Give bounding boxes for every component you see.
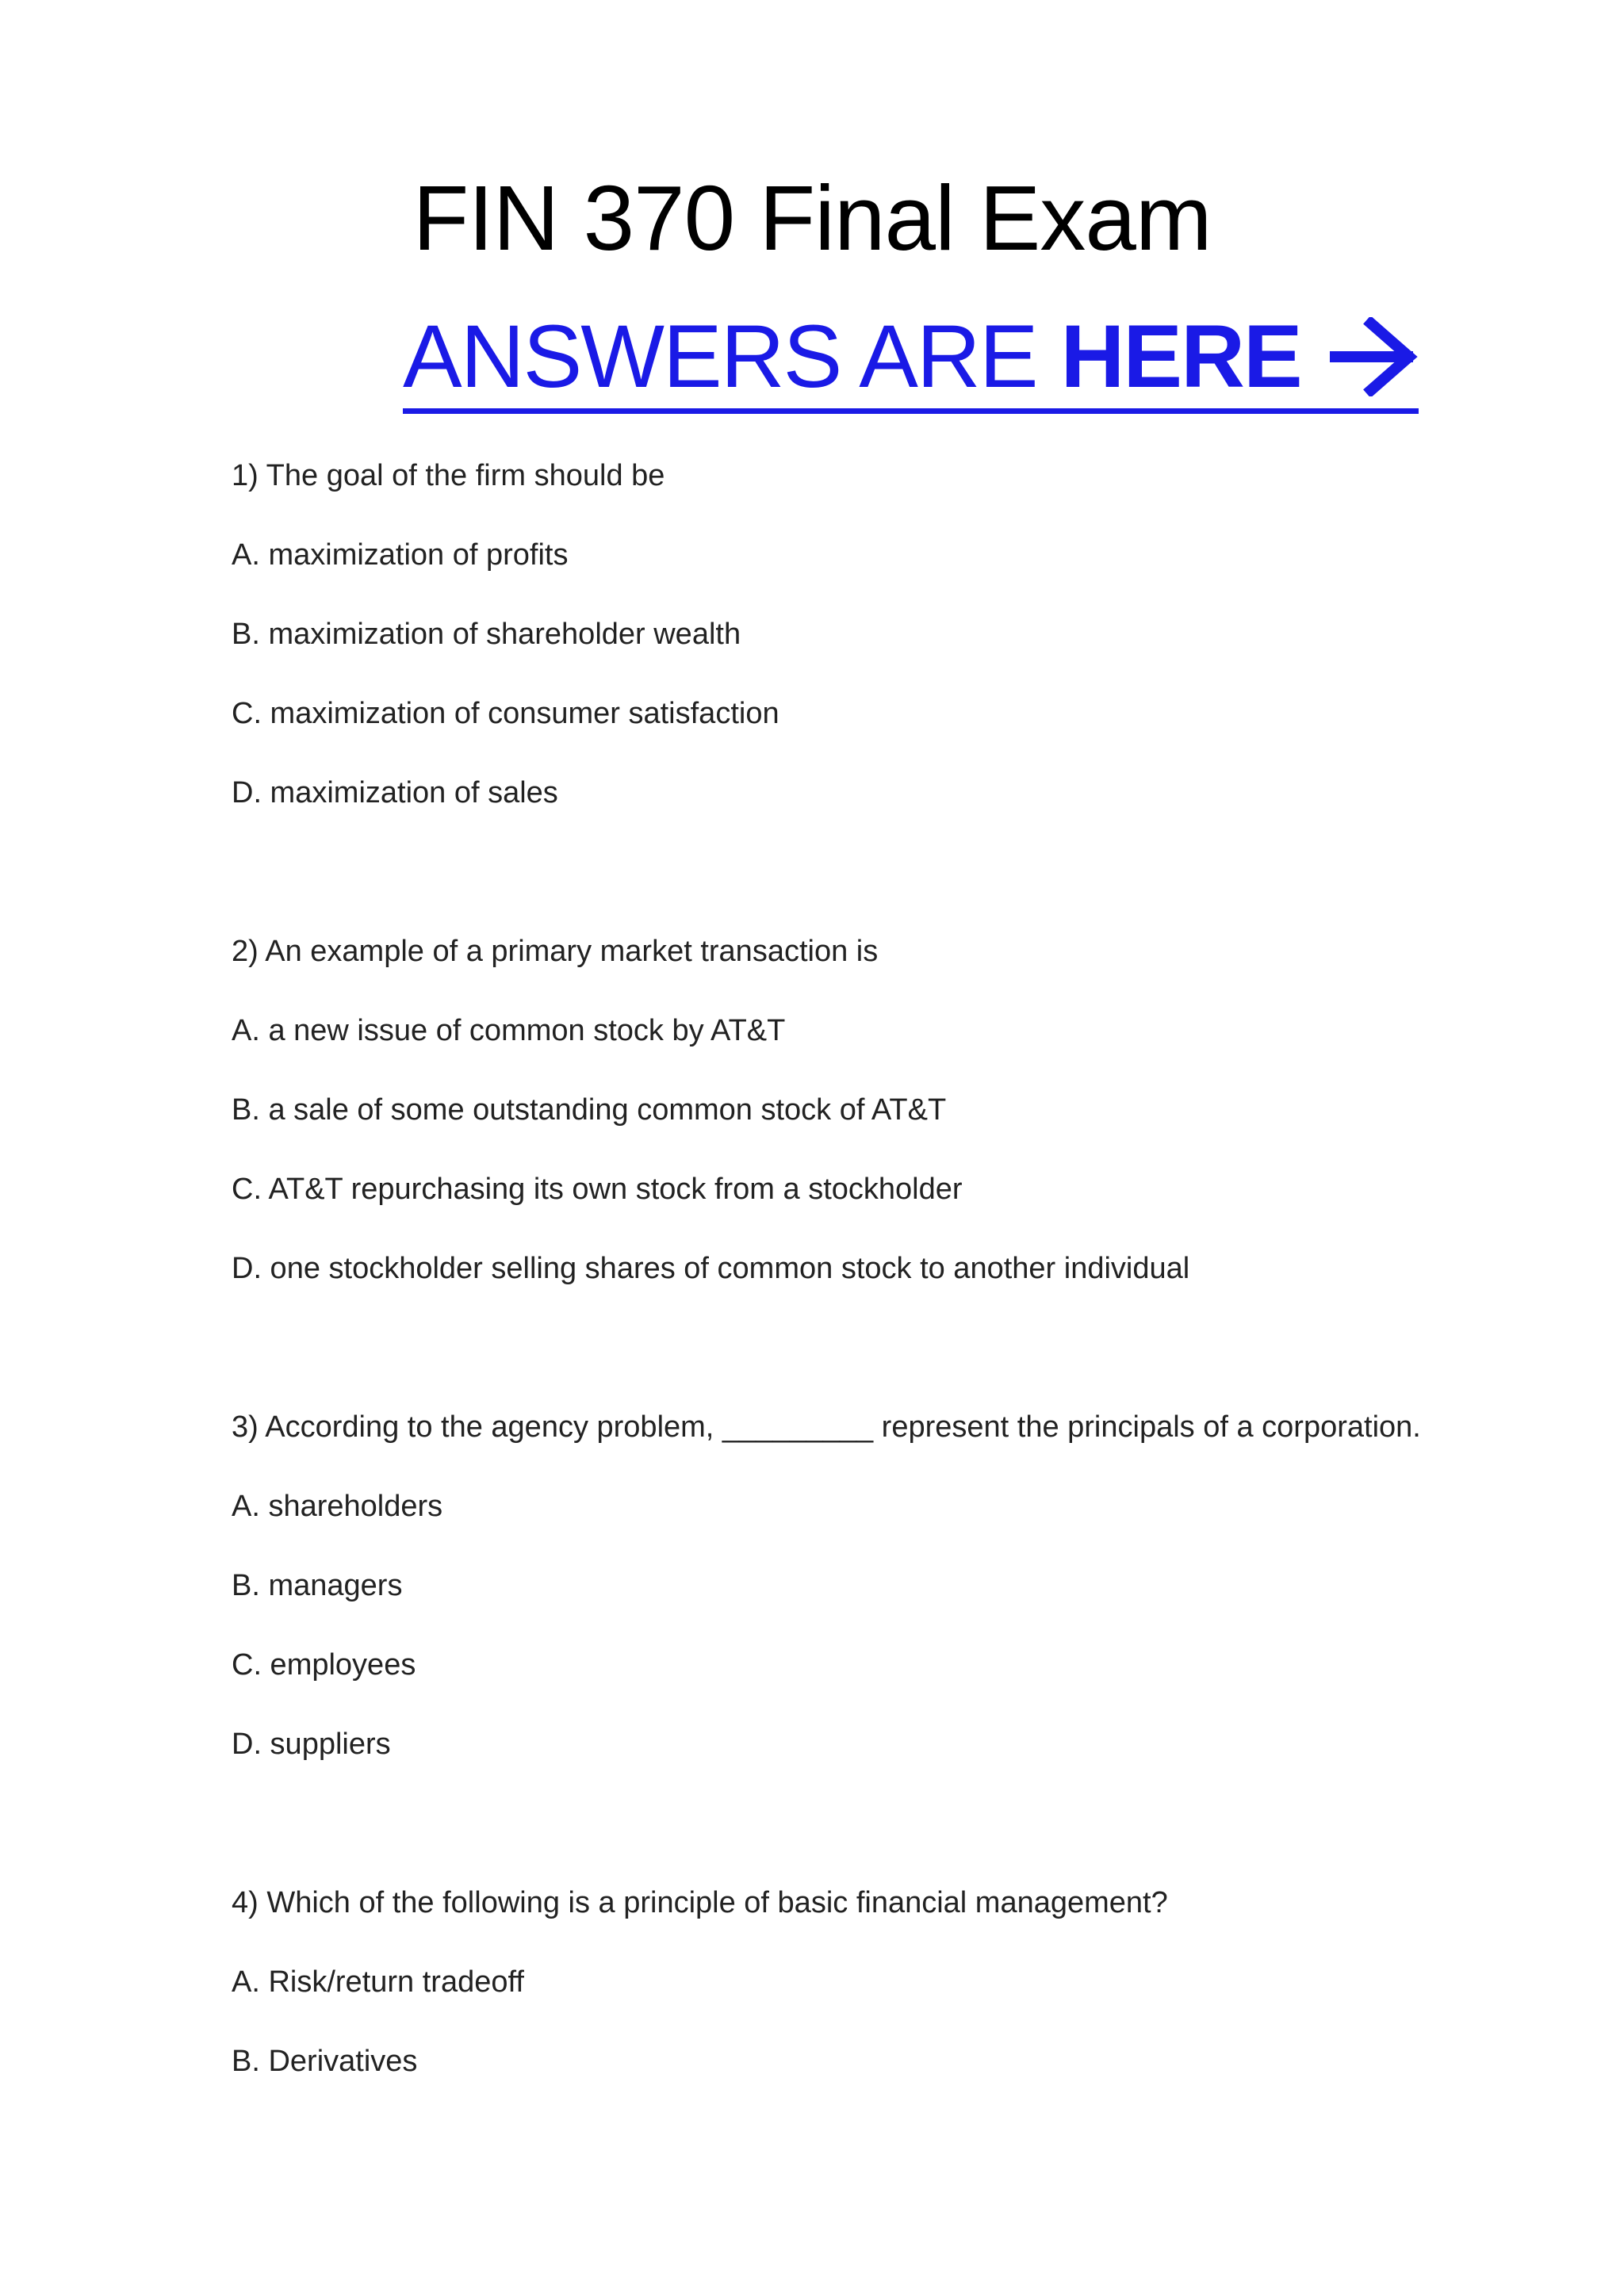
answer-option: B. maximization of shareholder wealth — [232, 618, 741, 651]
answer-option: A. a new issue of common stock by AT&T — [232, 1014, 786, 1047]
answer-option: D. maximization of sales — [232, 776, 558, 809]
question-spacer — [232, 1324, 1540, 1403]
answers-link-text: ANSWERS ARE — [403, 307, 1037, 406]
question-prompt: 3) According to the agency problem, _________ represent the principals of a corporation. — [232, 1410, 1421, 1444]
question-spacer — [232, 1800, 1540, 1879]
answer-option: D. suppliers — [232, 1728, 391, 1761]
answer-option: C. AT&T repurchasing its own stock from a stockholder — [232, 1173, 963, 1206]
answers-link[interactable] — [403, 305, 1419, 414]
question-3 — [232, 1403, 1540, 1800]
answer-option: A. maximization of profits — [232, 538, 569, 572]
answer-option: C. employees — [232, 1648, 416, 1682]
answer-option: B. Derivatives — [232, 2045, 418, 2078]
answer-option: B. a sale of some outstanding common stock of AT&T — [232, 1093, 947, 1127]
question-1 — [232, 452, 1540, 848]
question-spacer — [232, 848, 1540, 928]
answer-option: B. managers — [232, 1569, 403, 1602]
question-4 — [232, 1879, 1540, 2117]
answer-option: A. Risk/return tradeoff — [232, 1965, 524, 1999]
question-prompt: 2) An example of a primary market transaction is — [232, 935, 879, 968]
question-2 — [232, 928, 1540, 1324]
page-title: FIN 370 Final Exam — [412, 166, 1212, 270]
answer-option: C. maximization of consumer satisfaction — [232, 697, 779, 730]
questions-list — [232, 452, 1540, 2117]
question-prompt: 4) Which of the following is a principle of basic financial management? — [232, 1886, 1168, 1919]
answer-option: D. one stockholder selling shares of common stock to another individual — [232, 1252, 1190, 1285]
answer-option: A. shareholders — [232, 1490, 443, 1523]
question-prompt: 1) The goal of the firm should be — [232, 459, 665, 492]
arrow-right-icon — [1330, 317, 1419, 396]
answers-link-bold-text: HERE — [1060, 307, 1301, 406]
